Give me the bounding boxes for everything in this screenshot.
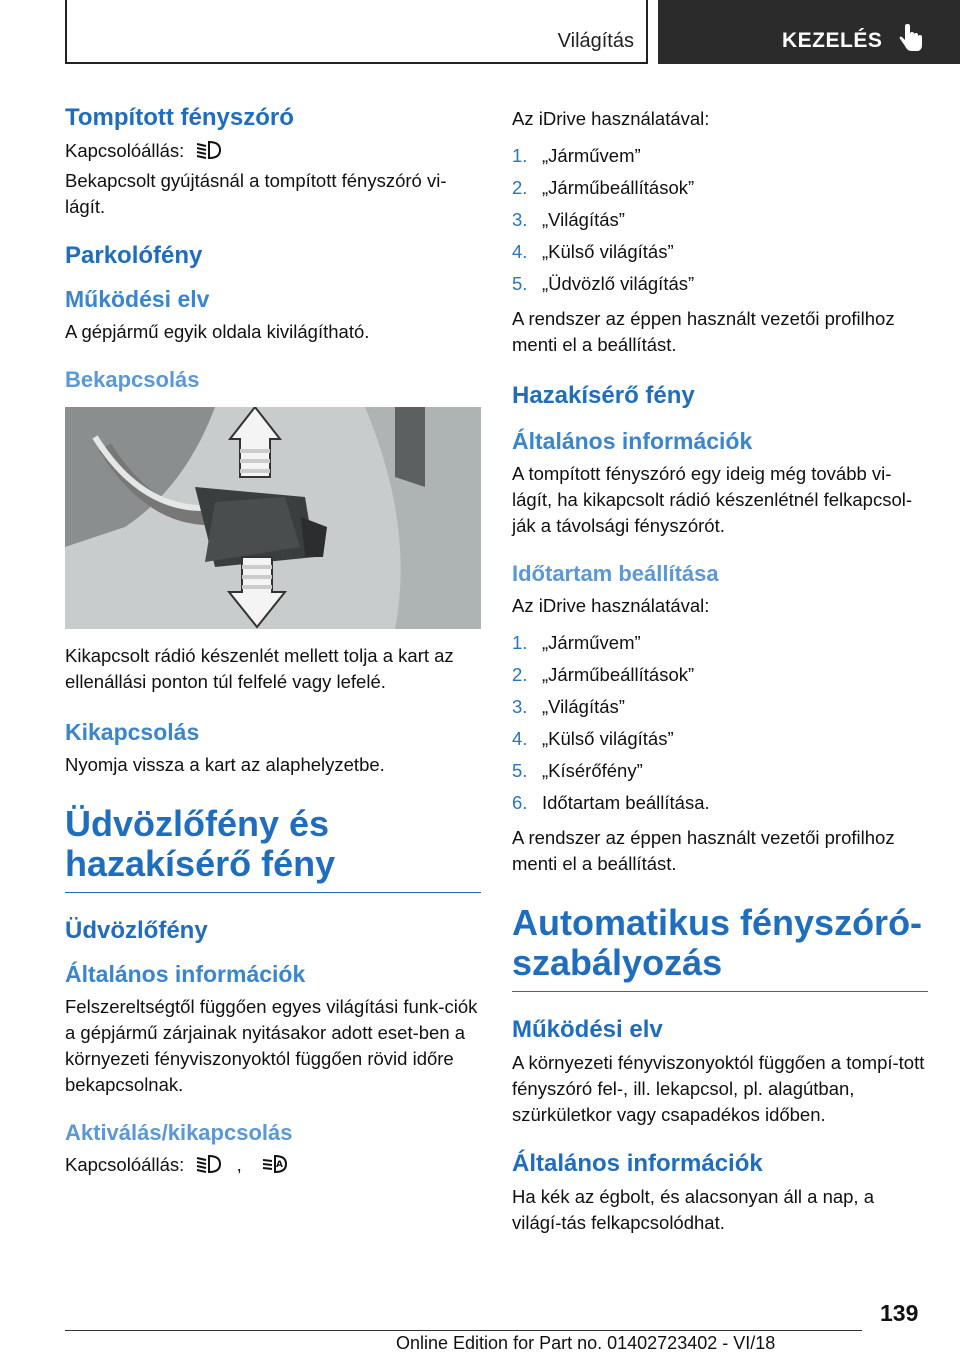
header-section-box: [65, 0, 648, 64]
switch-off-heading: Kikapcsolás: [65, 719, 200, 745]
home-light-heading: Hazakísérő fény: [512, 382, 695, 409]
menu-path-list-home: [512, 627, 928, 819]
low-beam-icon: [195, 140, 223, 160]
page-number: 139: [880, 1300, 919, 1326]
list-item: 3. „Világítás”: [512, 696, 625, 717]
header-section-title: Világítás: [557, 30, 634, 52]
low-beam-icon: [195, 1154, 223, 1174]
welcome-light-heading: Üdvözlőfény: [65, 917, 208, 944]
switch-off-text: Nyomja vissza a kart az alaphelyzetbe.: [65, 754, 385, 775]
principle-text: A gépjármű egyik oldala kivilágítható.: [65, 321, 370, 342]
general-info-heading: Általános információk: [65, 961, 306, 987]
list-item: 5. „Kísérőfény”: [512, 760, 643, 781]
list-item: 1. „Járművem”: [512, 632, 641, 653]
hand-pointer-icon: [898, 24, 924, 54]
right-column: [512, 100, 928, 1240]
auto-headlight-heading: Automatikus fényszóró-szabályozás: [512, 903, 928, 992]
auto-principle-text: A környezeti fényviszonyoktól függően a tompí-tott fényszóró fel-, ill. lekapcsol, pl. alagútban, szürkületkor vagy csapadékos időben.: [512, 1052, 925, 1125]
separator: ,: [236, 1154, 242, 1175]
auto-principle-heading: Működési elv: [512, 1016, 663, 1043]
general-info-text: Felszereltségtől függően egyes világítási funk-ciók a gépjármű zárjainak nyitásakor adott eset-ben a környezeti fényviszonyoktól függően rövid időre bekapcsolnak.: [65, 996, 478, 1095]
auto-general-heading: Általános információk: [512, 1150, 763, 1177]
footer-divider: [65, 1330, 862, 1331]
home-general-text: A tompított fényszóró egy ideig még tovább vi-lágít, ha kikapcsolt rádió készenlétnél felkapcsol-ják a távolsági fényszórót.: [512, 463, 913, 536]
activate-switch-position: [65, 1152, 481, 1178]
parking-light-heading: Parkolófény: [65, 242, 203, 269]
principle-heading: Működési elv: [65, 286, 210, 312]
list-item: 6. Időtartam beállítása.: [512, 792, 710, 813]
list-item: 5. „Üdvözlő világítás”: [512, 273, 695, 294]
auto-general-text: Ha kék az égbolt, és alacsonyan áll a nap, a világí-tás felkapcsolódhat.: [512, 1186, 875, 1233]
welcome-home-heading: Üdvözlőfény és hazakísérő fény: [65, 804, 481, 893]
auto-headlight-icon: [261, 1152, 289, 1174]
duration-heading: Időtartam beállítása: [512, 561, 719, 586]
switch-position-label: Kapcsolóállás:: [65, 1154, 185, 1175]
profile-note: A rendszer az éppen használt vezetői profilhoz menti el a beállítást.: [512, 308, 895, 355]
dipped-switch-position: [65, 138, 481, 164]
list-item: 2. „Járműbeállítások”: [512, 177, 695, 198]
svg-text:A: A: [275, 1160, 283, 1170]
idrive-intro: Az iDrive használatával:: [512, 108, 710, 129]
turn-signal-lever-photo: [65, 407, 481, 629]
list-item: 1. „Járművem”: [512, 145, 641, 166]
switch-on-text: Kikapcsolt rádió készenlét mellett tolja a kart az ellenállási ponton túl felfelé vagy lefelé.: [65, 645, 454, 692]
header-chapter-title: KEZELÉS: [782, 29, 883, 52]
list-item: 4. „Külső világítás”: [512, 728, 674, 749]
profile-note: A rendszer az éppen használt vezetői profilhoz menti el a beállítást.: [512, 827, 895, 874]
switch-on-heading: Bekapcsolás: [65, 367, 200, 392]
list-item: 3. „Világítás”: [512, 209, 625, 230]
dipped-beam-heading: Tompított fényszóró: [65, 104, 294, 131]
footer-edition: Online Edition for Part no. 01402723402 - VI/18: [396, 1333, 776, 1353]
left-column: [65, 100, 481, 1182]
activate-heading: Aktiválás/kikapcsolás: [65, 1120, 293, 1145]
duration-intro: Az iDrive használatával:: [512, 595, 710, 616]
menu-path-list-welcome: [512, 140, 928, 300]
header-chapter-box: [658, 0, 960, 64]
dipped-description: Bekapcsolt gyújtásnál a tompított fényszóró vi-lágít.: [65, 170, 447, 217]
list-item: 4. „Külső világítás”: [512, 241, 674, 262]
home-general-heading: Általános információk: [512, 428, 753, 454]
list-item: 2. „Járműbeállítások”: [512, 664, 695, 685]
switch-position-label: Kapcsolóállás:: [65, 140, 185, 161]
